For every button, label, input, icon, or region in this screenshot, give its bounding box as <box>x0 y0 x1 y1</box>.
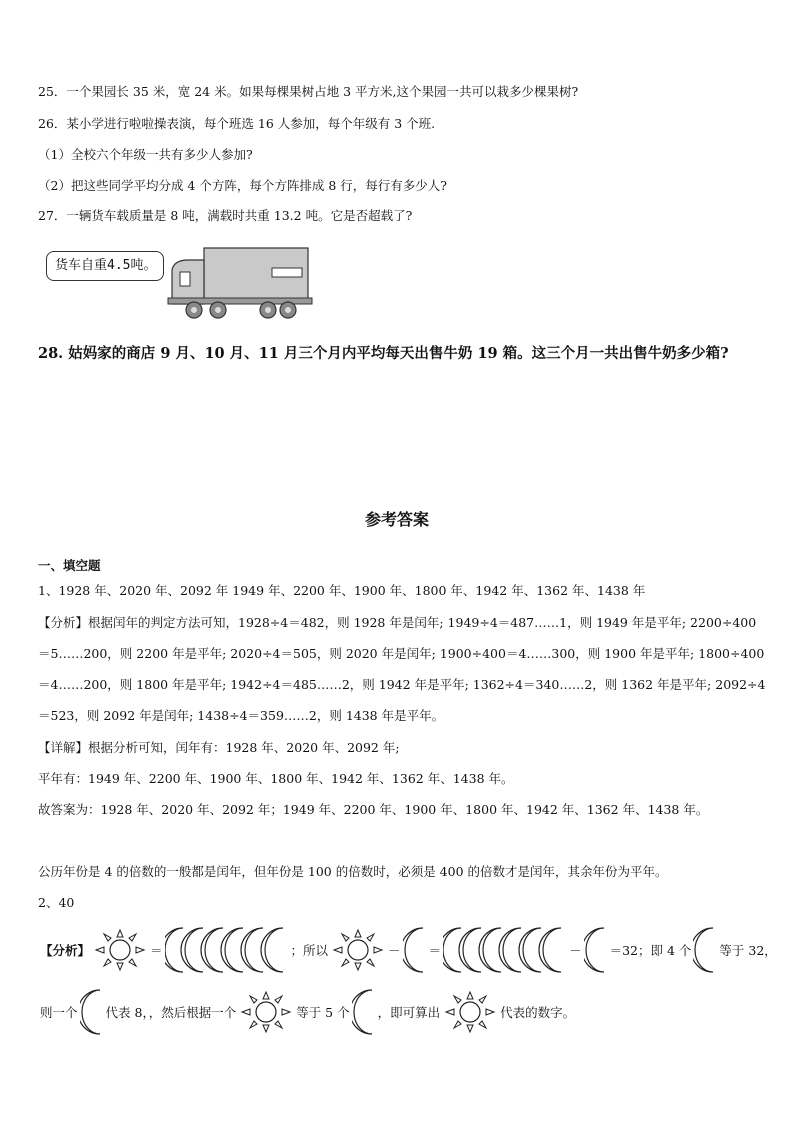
moon-icon-group <box>165 926 289 974</box>
result-text: ＝32；即 4 个 <box>609 943 692 958</box>
answer-1-analysis-line1: 【分析】根据闰年的判定方法可知，1928÷4＝482，则 1928 年是闰年; 1949÷4＝487……1，则 1949 年是平年; 2200÷400 <box>38 615 757 630</box>
answer-1-analysis-line4: ＝523，则 2092 年是闰年; 1438÷4＝359……2，则 1438 年是平年。 <box>38 708 445 723</box>
section-heading: 一、填空题 <box>38 558 101 573</box>
answers-title: 参考答案 <box>364 510 429 529</box>
moon-icon <box>403 926 427 974</box>
question-25: 25．一个果园长 35 米，宽 24 米。如果每棵果树占地 3 平方米,这个果园一共可以栽多少棵果树? <box>38 84 579 99</box>
equals-sign: ＝ <box>428 943 442 958</box>
answer-1-detail-line1: 【详解】根据分析可知，闰年有：1928 年、2020 年、2092 年; <box>38 740 400 755</box>
then-one-text: 则一个 <box>40 1005 78 1020</box>
question-26: 26．某小学进行啦啦操表演，每个班选 16 人参加，每个年级有 3 个班. <box>38 116 436 131</box>
answer-1: 1、1928 年、2020 年、2092 年 1949 年、2200 年、1900 年、1800 年、1942 年、1362 年、1438 年 <box>38 583 646 598</box>
question-26-part2: （2）把这些同学平均分成 4 个方阵，每个方阵排成 8 行，每行有多少人? <box>38 178 447 193</box>
answer-1-analysis-line2: ＝5……200，则 2200 年是平年; 2020÷4＝505，则 2020 年是闰年; 1900÷400＝4……300，则 1900 年是平年; 1800÷400 <box>38 646 765 661</box>
sun-icon <box>330 928 386 972</box>
moon-icon <box>80 988 104 1036</box>
moon-icon <box>693 926 717 974</box>
answer-1-detail-line2: 平年有：1949 年、2200 年、1900 年、1800 年、1942 年、1362 年、1438 年。 <box>38 771 514 786</box>
sun-icon <box>92 928 148 972</box>
equals-32-text: 等于 32， <box>719 943 777 958</box>
question-27: 27．一辆货车载质量是 8 吨，满载时共重 13.2 吨。它是否超载了? <box>38 208 413 223</box>
equals-sign: ＝ <box>150 943 163 958</box>
minus-sign: － <box>569 943 582 958</box>
sun-icon <box>238 990 294 1034</box>
answer-2: 2、40 <box>38 895 75 910</box>
answer-2-analysis-row2 <box>38 988 577 1036</box>
question-26-part1: （1）全校六个年级一共有多少人参加? <box>38 147 253 162</box>
question-28: 28. 姑妈家的商店 9 月、10 月、11 月三个月内平均每天出售牛奶 19 箱。这三个月一共出售牛奶多少箱? <box>38 345 729 362</box>
answer-1-note: 公历年份是 4 的倍数的一般都是闰年，但年份是 100 的倍数时，必须是 400 的倍数才是闰年，其余年份为平年。 <box>38 864 668 879</box>
speech-bubble: 货车自重4.5吨。 <box>46 251 164 281</box>
moon-icon <box>352 988 376 1036</box>
answer-2-analysis-row1 <box>38 926 779 974</box>
equals-5-text: 等于 5 个 <box>296 1005 350 1020</box>
moon-icon <box>584 926 608 974</box>
represented-number-text: 代表的数字。 <box>500 1005 576 1020</box>
answer-1-analysis-line3: ＝4……200，则 1800 年是平年; 1942÷4＝485……2，则 1942 年是平年; 1362÷4＝340……2，则 1362 年是平年; 2092÷4 <box>38 677 766 692</box>
answer-1-detail-line3: 故答案为：1928 年、2020 年、2092 年；1949 年、2200 年、1900 年、1800 年、1942 年、1362 年、1438 年。 <box>38 802 709 817</box>
minus-sign: － <box>388 943 401 958</box>
sun-icon <box>442 990 498 1034</box>
represents-8-text: 代表 8，，然后根据一个 <box>105 1005 237 1020</box>
can-calc-text: ，即可算出 <box>377 1005 441 1020</box>
analysis-label: 【分析】 <box>40 943 91 958</box>
so-text: ；所以 <box>290 943 329 958</box>
moon-icon-group <box>443 926 567 974</box>
